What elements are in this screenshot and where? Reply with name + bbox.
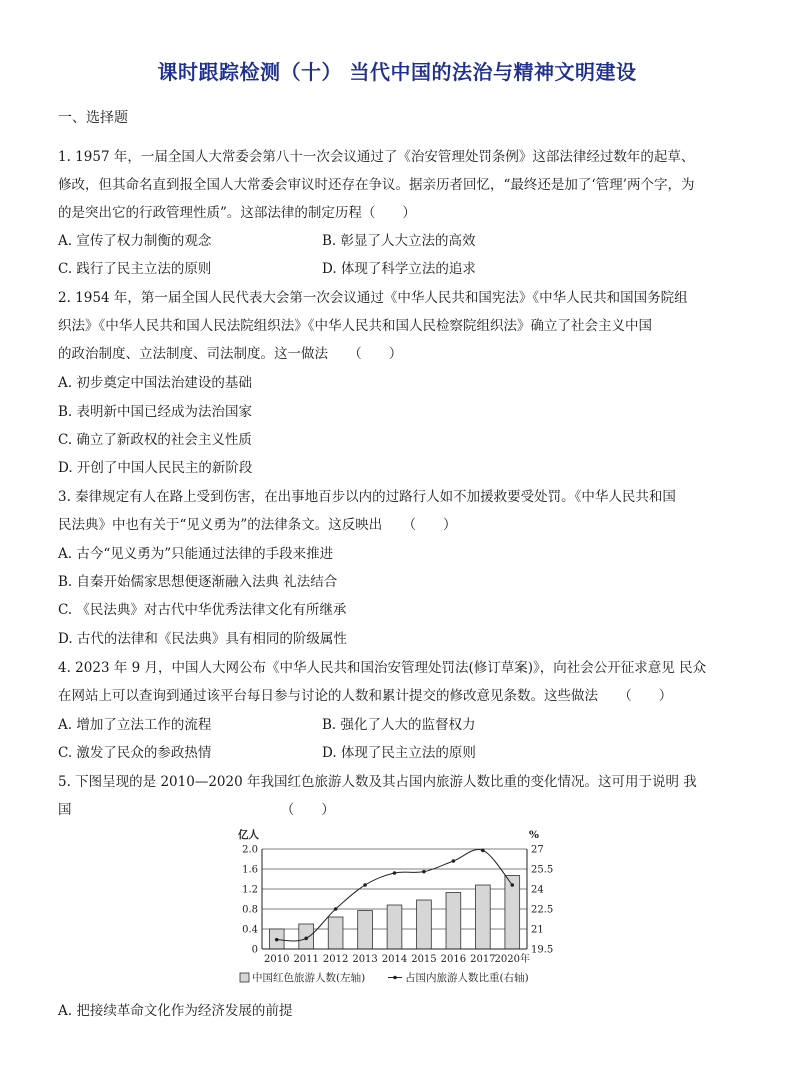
chart-ratio-point: [452, 859, 456, 863]
q1-option-c[interactable]: C. 践行了民主立法的原则: [58, 261, 212, 277]
page-title: 课时跟踪检测（十） 当代中国的法治与精神文明建设: [157, 60, 637, 84]
chart-right-tick-label: 19.5: [531, 944, 554, 956]
chart-bar: [417, 900, 432, 949]
q1-line-2: 修改，但其命名直到报全国人大常委会审议时还存在争议。据亲历者回忆，“最终还是加了‘管理’两个字，为: [58, 177, 695, 193]
q2-option-d[interactable]: D. 开创了中国人民民主的新阶段: [58, 460, 253, 476]
legend-line-marker: [393, 976, 397, 980]
section-heading: 一、选择题: [58, 110, 128, 126]
chart-category-label: 2012: [322, 954, 349, 965]
q2-option-c[interactable]: C. 确立了新政权的社会主义性质: [58, 432, 252, 448]
chart-right-unit-label: %: [529, 829, 539, 841]
q4-line-2: 在网站上可以查询到通过该平台每日参与讨论的人数和累计提交的修改意见条数。这些做法 （ ）: [58, 688, 673, 704]
red-tourism-chart: [232, 828, 572, 990]
chart-ratio-point: [304, 937, 308, 941]
chart-right-tick-label: 22.5: [531, 904, 554, 916]
q4-option-c[interactable]: C. 激发了民众的参政热情: [58, 745, 212, 761]
chart-left-tick-label: 0.4: [242, 924, 258, 936]
chart-bar: [475, 885, 490, 949]
legend-bar-label: 中国红色旅游人数(左轴): [252, 972, 366, 984]
q5-option-a[interactable]: A. 把接续革命文化作为经济发展的前提: [58, 1003, 293, 1019]
q4-option-d[interactable]: D. 体现了民主立法的原则: [322, 745, 476, 761]
chart-category-label: 2014: [381, 954, 408, 965]
chart-right-tick-label: 24: [531, 884, 544, 896]
chart-legend: [240, 971, 529, 984]
chart-ratio-point: [422, 870, 426, 874]
q2-option-a[interactable]: A. 初步奠定中国法治建设的基础: [58, 375, 252, 391]
chart-ratio-point: [481, 849, 485, 853]
chart-category-label: 2011: [293, 954, 319, 965]
legend-line-label: 占国内旅游人数比重(右轴): [405, 972, 529, 984]
chart-category-label: 2015: [411, 954, 437, 965]
q3-line-1: 3. 秦律规定有人在路上受到伤害，在出事地百步以内的过路行人如不加援救要受处罚。《中华人民共和国: [58, 489, 676, 505]
q4-option-b[interactable]: B. 强化了人大的监督权力: [322, 717, 476, 733]
chart-left-tick-label: 1.2: [242, 884, 258, 896]
legend-bar-swatch: [240, 973, 249, 982]
q3-line-2: 民法典》中也有关于“见义勇为”的法律条文。这反映出 （ ）: [58, 517, 457, 533]
chart-left-tick-label: 2.0: [242, 844, 258, 856]
chart-ratio-point: [363, 883, 367, 887]
q1-line-1: 1. 1957 年，一届全国人大常委会第八十一次会议通过了《治安管理处罚条例》这部法律经过数年的起草、: [58, 149, 695, 165]
chart-left-tick-label: 1.6: [242, 864, 258, 876]
chart-right-tick-label: 27: [531, 844, 544, 856]
chart-bar: [299, 924, 314, 949]
q5-line-1: 5. 下图呈现的是 2010—2020 年我国红色旅游人数及其占国内旅游人数比重的变化情况。这可用于说明 我: [58, 774, 697, 790]
q3-option-a[interactable]: A. 古今“见义勇为”只能通过法律的手段来推进: [58, 546, 334, 562]
q2-line-3: 的政治制度、立法制度、司法制度。这一做法 （ ）: [58, 346, 403, 362]
chart-bar: [358, 911, 373, 950]
q1-option-a[interactable]: A. 宣传了权力制衡的观念: [58, 233, 212, 249]
chart-category-label: 2013: [352, 954, 378, 965]
chart-ratio-point: [510, 883, 514, 887]
q2-line-1: 2. 1954 年，第一届全国人民代表大会第一次会议通过《中华人民共和国宪法》《中华人民共和国国务院组: [58, 290, 688, 306]
chart-bar: [387, 905, 402, 949]
chart-category-label: 2010: [263, 954, 290, 965]
q4-line-1: 4. 2023 年 9 月，中国人大网公布《中华人民共和国治安管理处罚法(修订草案)》，向社会公开征求意见 民众: [58, 660, 707, 676]
q2-option-b[interactable]: B. 表明新中国已经成为法治国家: [58, 404, 253, 420]
chart-ratio-point: [275, 938, 279, 942]
chart-right-tick-label: 21: [531, 924, 544, 936]
q3-option-c[interactable]: C. 《民法典》对古代中华优秀法律文化有所继承: [58, 602, 347, 618]
q1-option-d[interactable]: D. 体现了科学立法的追求: [322, 261, 476, 277]
chart-ratio-point: [334, 907, 338, 911]
chart-left-unit-label: 亿人: [238, 829, 259, 841]
chart-right-tick-label: 25.5: [531, 864, 554, 876]
q1-option-b[interactable]: B. 彰显了人大立法的高效: [322, 233, 476, 249]
q3-option-d[interactable]: D. 古代的法律和《民法典》具有相同的阶级属性: [58, 631, 347, 647]
chart-category-label: 2016: [440, 954, 467, 965]
q5-line-2: 国 （ ）: [58, 802, 335, 818]
chart-bar: [446, 893, 461, 950]
q4-option-a[interactable]: A. 增加了立法工作的流程: [58, 717, 212, 733]
chart-bar: [328, 917, 343, 949]
q3-option-b[interactable]: B. 自秦开始儒家思想便逐渐融入法典 礼法结合: [58, 574, 338, 590]
q1-line-3: 的是突出它的行政管理性质”。这部法律的制定历程（ ）: [58, 205, 416, 221]
chart-ratio-point: [393, 871, 397, 875]
q2-line-2: 织法》《中华人民共和国人民法院组织法》《中华人民共和国人民检察院组织法》确立了社会主义中国: [58, 318, 652, 334]
chart-category-label: 2020年: [494, 954, 531, 965]
chart-left-tick-label: 0: [251, 944, 258, 956]
chart-left-tick-label: 0.8: [242, 904, 258, 916]
chart-category-label: 2017: [470, 954, 496, 965]
